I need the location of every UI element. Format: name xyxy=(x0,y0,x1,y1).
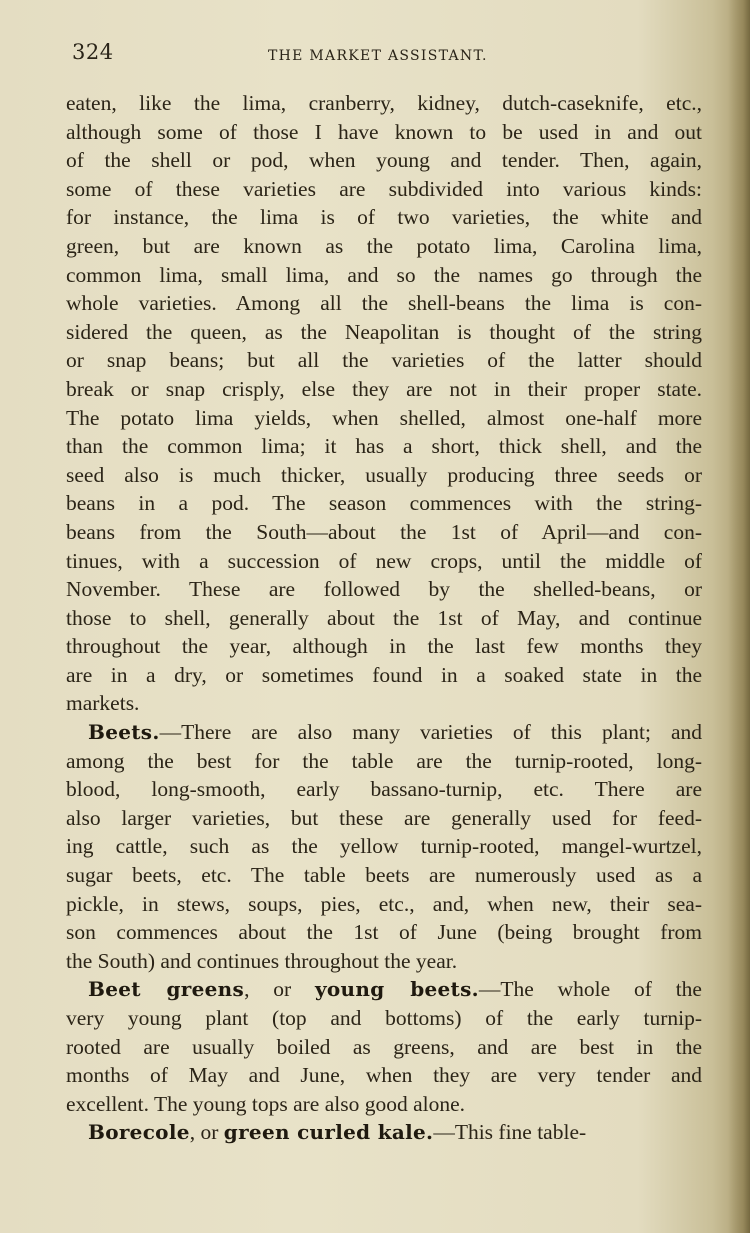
text-line: those to shell, generally about the 1st of May, and continue xyxy=(66,605,702,630)
body-text xyxy=(66,89,702,1147)
text-line: of the shell or pod, when young and tender. Then, again, xyxy=(66,148,702,173)
text-line: The potato lima yields, when shelled, almost one-half more xyxy=(66,405,702,430)
text-fragment: —The whole of the xyxy=(478,977,702,1002)
text-line: the South) and continues throughout the year. xyxy=(66,948,458,973)
text-line: or snap beans; but all the varieties of the latter should xyxy=(66,348,702,373)
text-fragment: —There are also many varieties of this plant; and xyxy=(159,720,702,745)
page-header xyxy=(72,40,700,70)
text-line: although some of those I have known to be used in and out xyxy=(66,119,702,144)
young-beets-heading: young beets. xyxy=(314,977,479,1002)
text-line: markets. xyxy=(66,691,140,716)
text-line: throughout the year, although in the last few months they xyxy=(66,634,702,659)
text-line: rooted are usually boiled as greens, and are best in the xyxy=(66,1034,702,1059)
borecole-paragraph-first-line xyxy=(66,1118,702,1147)
beets-paragraph-first-line xyxy=(66,718,702,747)
beet-greens-heading: Beet greens xyxy=(88,977,245,1002)
text-line: whole varieties. Among all the shell-beans the lima is con- xyxy=(66,291,702,316)
text-line: eaten, like the lima, cranberry, kidney, dutch-caseknife, etc., xyxy=(66,91,702,115)
running-head: THE MARKET ASSISTANT. xyxy=(268,48,488,64)
text-line: sidered the queen, as the Neapolitan is thought of the string xyxy=(66,319,702,344)
text-fragment: , or xyxy=(189,1120,224,1145)
borecole-heading: Borecole xyxy=(88,1120,190,1145)
text-line: green, but are known as the potato lima, Carolina lima, xyxy=(66,233,702,258)
text-line: are in a dry, or sometimes found in a soaked state in the xyxy=(66,662,702,687)
text-line: also larger varieties, but these are generally used for feed- xyxy=(66,805,702,830)
text-line: common lima, small lima, and so the names go through the xyxy=(66,262,702,287)
text-fragment: , or xyxy=(244,977,315,1002)
text-line: among the best for the table are the turnip-rooted, long- xyxy=(66,748,702,773)
page-number: 324 xyxy=(72,40,114,64)
text-line: for instance, the lima is of two varieties, the white and xyxy=(66,205,702,230)
text-line: some of these varieties are subdivided into various kinds: xyxy=(66,176,702,201)
text-line: break or snap crisply, else they are not in their proper state. xyxy=(66,376,702,401)
text-line: excellent. The young tops are also good alone. xyxy=(66,1091,466,1116)
green-curled-kale-heading: green curled kale. xyxy=(223,1120,434,1145)
text-line: beans in a pod. The season commences with the string- xyxy=(66,491,702,516)
text-line: son commences about the 1st of June (being brought from xyxy=(66,920,702,945)
text-line: months of May and June, when they are very tender and xyxy=(66,1063,702,1088)
text-line: seed also is much thicker, usually producing three seeds or xyxy=(66,462,702,487)
text-line: ing cattle, such as the yellow turnip-rooted, mangel-wurtzel, xyxy=(66,834,702,859)
text-line: November. These are followed by the shelled-beans, or xyxy=(66,577,702,602)
text-line: blood, long-smooth, early bassano-turnip, etc. There are xyxy=(66,777,702,802)
text-line: than the common lima; it has a short, thick shell, and the xyxy=(66,434,702,459)
text-line: beans from the South—about the 1st of April—and con- xyxy=(66,519,702,544)
text-fragment: —This fine table- xyxy=(433,1120,587,1145)
text-line: pickle, in stews, soups, pies, etc., and, when new, their sea- xyxy=(66,891,702,916)
page-edge-shadow xyxy=(728,0,750,1233)
beets-heading: Beets. xyxy=(88,720,160,745)
text-line: tinues, with a succession of new crops, until the middle of xyxy=(66,548,702,573)
beet-greens-paragraph-first-line xyxy=(66,975,702,1004)
text-line: very young plant (top and bottoms) of the early turnip- xyxy=(66,1006,702,1030)
text-line: sugar beets, etc. The table beets are numerously used as a xyxy=(66,863,702,888)
